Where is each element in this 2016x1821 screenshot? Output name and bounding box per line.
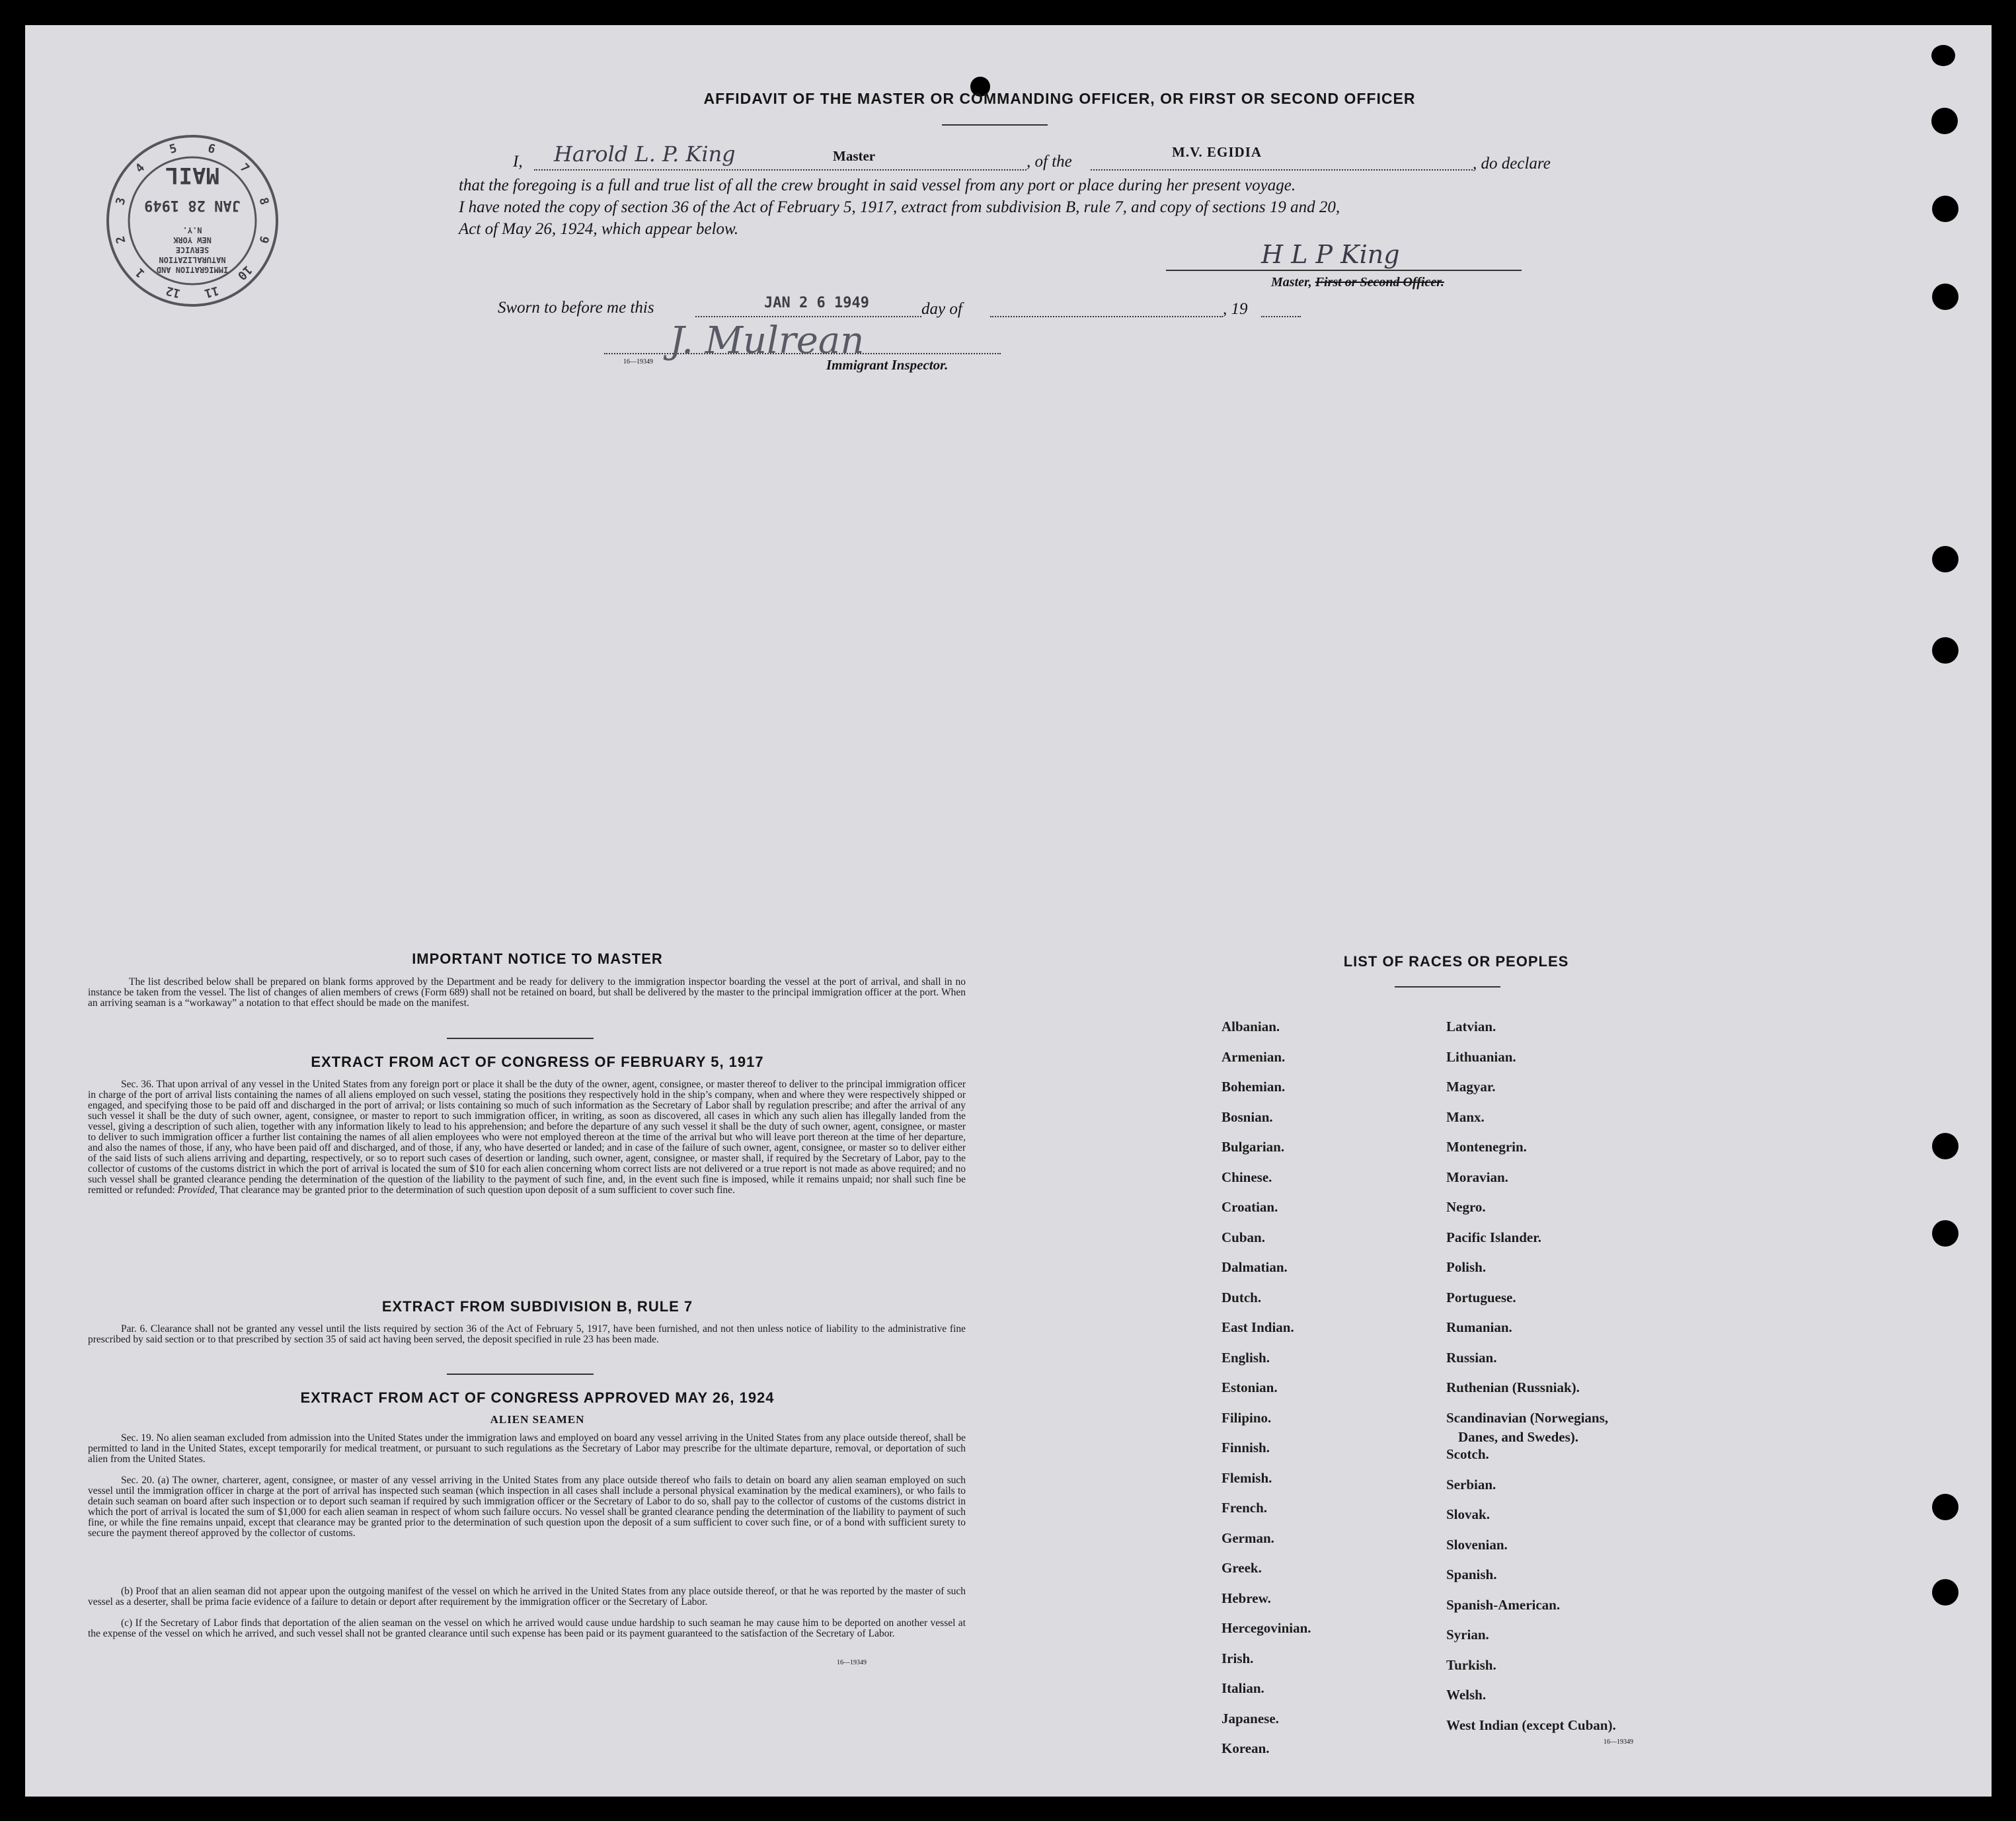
race-item: Bosnian. — [1221, 1108, 1273, 1125]
stamp-service-text — [139, 225, 246, 274]
extract-1917-heading: EXTRACT FROM ACT OF CONGRESS OF FEBRUARY 5, 1917 — [311, 1054, 764, 1070]
punch-hole — [1932, 284, 1958, 310]
sec20b-body: (b) Proof that an alien seaman did not appear upon the outgoing manifest of the vessel on which he arrived in the United States from any place outside thereof, or that he was reported by the master of such vessel as a deserter, shall be prima facie evidence of a failure to detain or deport after requirement by the immigration officer or the Secretary of Labor. — [88, 1586, 966, 1608]
stamp-top-label: MAIL — [165, 162, 219, 188]
notice-body: The list described below shall be prepared on blank forms approved by the Department and be ready for delivery to the immigration inspector boarding the vessel at the port of arrival, and shall in no instance be taken from the vessel. The list of changes of alien members of crews (Form 689) shall not be retained on board, but shall be delivered by the master to the principal immigration officer at the port. When an arriving seaman is a “workaway” a notation to that effect should be made on the manifest. — [88, 976, 966, 1009]
stamp-ring-number: 12 — [164, 283, 182, 301]
divider — [447, 1374, 594, 1375]
extract-1917-provided: Provided, — [177, 1184, 217, 1196]
race-item: Flemish. — [1221, 1469, 1272, 1486]
race-item: Dalmatian. — [1221, 1259, 1288, 1275]
divider — [447, 1038, 594, 1039]
race-item: Ruthenian (Russniak). — [1446, 1379, 1580, 1395]
master-name-handwritten: Harold L. P. King — [554, 141, 736, 167]
manifest-sheet — [25, 25, 1992, 1797]
form-number-right: 16—19349 — [1604, 1738, 1633, 1746]
race-item: Armenian. — [1221, 1048, 1286, 1065]
race-item: Moravian. — [1446, 1169, 1508, 1185]
race-item: Spanish. — [1446, 1567, 1497, 1582]
stamp-service-line: IMMIGRATION AND — [156, 265, 229, 274]
stamp-service-line: NEW YORK — [173, 235, 212, 245]
race-item: Cuban. — [1221, 1229, 1265, 1245]
race-item: Italian. — [1221, 1680, 1264, 1696]
extract-rule7-body: Par. 6. Clearance shall not be granted any vessel until the lists required by section 36 of the Act of February 5, 1917, have been furnished, and not then unless notice of liability to the administrative fine prescribed by said section or to that prescribed by section 35 of said act having been served, the deposit specified in rule 23 has been made. — [88, 1323, 966, 1345]
race-item: Irish. — [1221, 1650, 1254, 1666]
statement-line: I have noted the copy of section 36 of the Act of February 5, 1917, extract from subdivision B, rule 7, and copy of sections 19 and 20, — [459, 198, 1340, 216]
stamp-ring-number: 4 — [132, 161, 148, 176]
race-item: Estonian. — [1221, 1379, 1278, 1395]
do-declare-label: , do declare — [1473, 155, 1551, 173]
month-line — [990, 316, 1223, 317]
master-rank: Master — [833, 148, 876, 164]
race-item: Magyar. — [1446, 1079, 1496, 1095]
stamp-ring-number: 1 — [132, 265, 148, 280]
race-item: Hebrew. — [1221, 1590, 1271, 1606]
race-item: French. — [1221, 1500, 1268, 1516]
race-item: East Indian. — [1221, 1319, 1294, 1335]
affidavit-statement — [459, 174, 1582, 240]
race-item: English. — [1221, 1349, 1270, 1366]
race-item: Scotch. — [1446, 1446, 1489, 1462]
sworn-label: Sworn to before me this — [498, 299, 654, 317]
stamp-ring-number: 10 — [235, 262, 255, 283]
stamp-service-line: NATURALIZATION — [159, 255, 226, 264]
vessel-name: M.V. EGIDIA — [1172, 144, 1262, 160]
signature-caption-struck: First or Second Officer. — [1315, 275, 1444, 290]
punch-hole — [1931, 45, 1955, 66]
race-item: Dutch. — [1221, 1289, 1262, 1305]
day-of-label: day of — [921, 300, 962, 318]
punch-hole — [1931, 108, 1958, 134]
race-item: Syrian. — [1446, 1627, 1489, 1643]
race-item: Bulgarian. — [1221, 1139, 1285, 1155]
stamp-ring-number: 7 — [237, 161, 252, 176]
race-item: German. — [1221, 1530, 1274, 1546]
race-item: Greek. — [1221, 1560, 1262, 1576]
extract-rule7-heading: EXTRACT FROM SUBDIVISION B, RULE 7 — [381, 1298, 693, 1315]
race-item: Polish. — [1446, 1259, 1487, 1275]
title-rule — [942, 124, 1048, 126]
punch-hole — [1932, 1220, 1958, 1247]
race-item: Croatian. — [1221, 1199, 1278, 1215]
race-item: Japanese. — [1221, 1710, 1279, 1726]
race-item: Pacific Islander. — [1446, 1229, 1541, 1245]
punch-hole — [1932, 1494, 1958, 1520]
form-number-left: 16—19349 — [837, 1659, 867, 1666]
master-signature: H L P King — [1261, 240, 1400, 269]
affidavit-title: AFFIDAVIT OF THE MASTER OR COMMANDING OFFICER, OR FIRST OR SECOND OFFICER — [703, 90, 1416, 107]
extract-1924-heading: EXTRACT FROM ACT OF CONGRESS APPROVED MAY 26, 1924 — [300, 1389, 775, 1406]
punch-hole — [1932, 637, 1958, 664]
stamp-ring-number: 2 — [113, 234, 129, 245]
race-item: Rumanian. — [1446, 1319, 1512, 1335]
notice-heading: IMPORTANT NOTICE TO MASTER — [412, 950, 663, 967]
race-item: Slovenian. — [1446, 1536, 1508, 1553]
stamp-date: JAN 28 1949 — [144, 197, 241, 213]
stamp-ring-number: 9 — [256, 234, 272, 245]
race-item: Albanian. — [1221, 1019, 1280, 1034]
signature-caption-prefix: Master, — [1271, 275, 1315, 290]
statement-line: Act of May 26, 1924, which appear below. — [459, 220, 739, 238]
extract-1917-text: Sec. 36. That upon arrival of any vessel in the United States from any foreign port or place it shall be the duty of the owner, agent, consignee, or master thereof to deliver to the principal immigration officer in charge of the port of arrival lists containing the names of all aliens employed on such vessel, stating the positions they respectively hold in the ship’s company, when and where they were respectively shipped or engaged, and specifying those to be paid off and discharged in the port of arrival; or lists containing so much of such information as the Secretary of Labor shall by regulation prescribe; and after the arrival of any such vessel it shall be the duty of such owner, agent, consignee, or master to report to such immigration officer, in writing, as soon as discovered, all cases in which any such alien has illegally landed from the vessel, giving a description of such alien, together with any information likely to lead to his apprehension; and before the departure of any such vessel it shall be the duty of such owner, agent, consignee, or master to deliver to such immigration officer a further list containing the names of all alien employees who were not employed thereon at the time of the arrival but who will leave port thereon at the time of her departure, and also the names of those, if any, who have been paid off and discharged, and of those, if any, who have deserted or landed; and in case of the failure of such owner, agent, consignee, or master so to deliver either of the said lists of such aliens arriving and departing, respectively, or so to report such cases of desertion or landing, such owner, agent, consignee, or master shall, if required by the Secretary of Labor, pay to the collector of customs of the customs district in which the port of arrival is located the sum of $10 for each alien concerning whom correct lists are not delivered or a true report is not made as above required; and no such vessel shall be granted clearance pending the determination of the question of the liability to the payment of such fine, and, in the event such fine is imposed, while it remains unpaid; nor shall such fine be remitted or refunded: — [88, 1079, 966, 1196]
race-item: Danes, and Swedes). — [1458, 1428, 1579, 1445]
stamp-ring-number: 6 — [206, 141, 217, 157]
race-item: Korean. — [1221, 1740, 1270, 1756]
of-the-label: , of the — [1027, 153, 1072, 171]
inspector-signature: J. Mulrean — [670, 319, 865, 362]
name-line — [534, 169, 1027, 171]
sworn-date-stamp: JAN 2 6 1949 — [764, 295, 869, 311]
race-item: Spanish-American. — [1446, 1596, 1561, 1613]
sec20c-body: (c) If the Secretary of Labor finds that deportation of the alien seaman on the vessel on which he arrived would cause undue hardship to such seaman he may cause him to be deported on another vessel at the expense of the vessel on which he arrived, and such vessel shall not be granted clearance until such expense has been paid or its payment guaranteed to the satisfaction of the Secretary of Labor. — [88, 1617, 966, 1639]
race-item: Slovak. — [1446, 1506, 1490, 1522]
race-item: Hercegovinian. — [1221, 1620, 1311, 1636]
sworn-day-line — [695, 316, 921, 317]
race-item: Russian. — [1446, 1349, 1497, 1366]
signature-line — [1166, 270, 1522, 271]
races-heading: LIST OF RACES OR PEOPLES — [1343, 953, 1569, 970]
race-item: Latvian. — [1446, 1019, 1496, 1034]
race-item: Turkish. — [1446, 1656, 1496, 1673]
race-item: Scandinavian (Norwegians, — [1446, 1409, 1609, 1426]
race-item: Finnish. — [1221, 1440, 1270, 1455]
stamp-service-line: N.Y. — [182, 225, 202, 235]
race-item: Manx. — [1446, 1108, 1485, 1125]
punch-hole — [1932, 1579, 1958, 1606]
race-item: Portuguese. — [1446, 1289, 1516, 1305]
stamp-ring-number: 8 — [256, 196, 272, 207]
race-item: West Indian (except Cuban). — [1446, 1717, 1616, 1733]
stamp-center — [126, 154, 259, 288]
stamp-service-line: SERVICE — [175, 245, 210, 254]
races-rule — [1395, 986, 1500, 988]
affidavit-pronoun: I, — [513, 153, 523, 171]
year-label: , 19 — [1223, 300, 1248, 318]
race-item: Negro. — [1446, 1199, 1486, 1215]
race-item: Welsh. — [1446, 1687, 1487, 1703]
extract-1917-text-end: That clearance may be granted prior to the determination of such question upon deposit of a sum sufficient to cover such fine. — [217, 1184, 735, 1196]
inspector-caption: Immigrant Inspector. — [826, 357, 949, 373]
form-number-top: 16—19349 — [623, 358, 653, 366]
punch-hole — [1932, 546, 1958, 572]
stamp-ring-number: 11 — [202, 283, 221, 301]
race-item: Bohemian. — [1221, 1079, 1286, 1095]
stamp-ring-number: 3 — [113, 196, 129, 207]
extract-1917-body — [88, 1079, 966, 1196]
signature-caption — [1271, 275, 1444, 290]
race-item: Filipino. — [1221, 1409, 1272, 1426]
mail-date-stamp — [106, 134, 279, 307]
sec20a-body: Sec. 20. (a) The owner, charterer, agent, consignee, or master of any vessel arriving in the United States from any place outside thereof who fails to detain on board any alien seaman employed on such vessel until the immigration officer in charge at the port of arrival has inspected such seaman (which inspection in all cases shall include a personal physical examination by the medical examiners), or who fails to detain such seaman on board after such inspection or to deport such seaman if required by such immigration officer or the Secretary of Labor to do so, shall pay to the collector of customs of the customs district in which the port of arrival is located the sum of $1,000 for each alien seaman in respect of whom such failure occurs. No vessel shall be granted clearance pending the determination of the liability to payment of such fine, or while the fine remains unpaid, except that clearance may be granted prior to the determination of such question upon the deposit of a sum sufficient to cover such fine, or of a bond with sufficient surety to secure the payment thereof approved by the collector of customs. — [88, 1475, 966, 1539]
race-item: Montenegrin. — [1446, 1139, 1527, 1155]
stamp-ring-number: 5 — [168, 141, 178, 157]
punch-hole — [1932, 1133, 1958, 1159]
punch-hole — [1932, 196, 1958, 222]
alien-seamen-subheading: ALIEN SEAMEN — [490, 1413, 585, 1426]
sec19-body: Sec. 19. No alien seaman excluded from admission into the United States under the immigration laws and employed on board any vessel arriving in the United States from any place outside thereof, shall be permitted to land in the United States, except temporarily for medical treatment, or pursuant to such regulations as the Secretary of Labor may prescribe for the ultimate departure, removal, or deportation of such alien from the United States. — [88, 1432, 966, 1465]
race-item: Chinese. — [1221, 1169, 1272, 1185]
race-item: Lithuanian. — [1446, 1048, 1516, 1065]
year-line — [1261, 316, 1301, 317]
vessel-line — [1091, 169, 1473, 171]
statement-line: that the foregoing is a full and true list of all the crew brought in said vessel from any port or place during her present voyage. — [459, 176, 1296, 194]
race-item: Serbian. — [1446, 1476, 1496, 1492]
